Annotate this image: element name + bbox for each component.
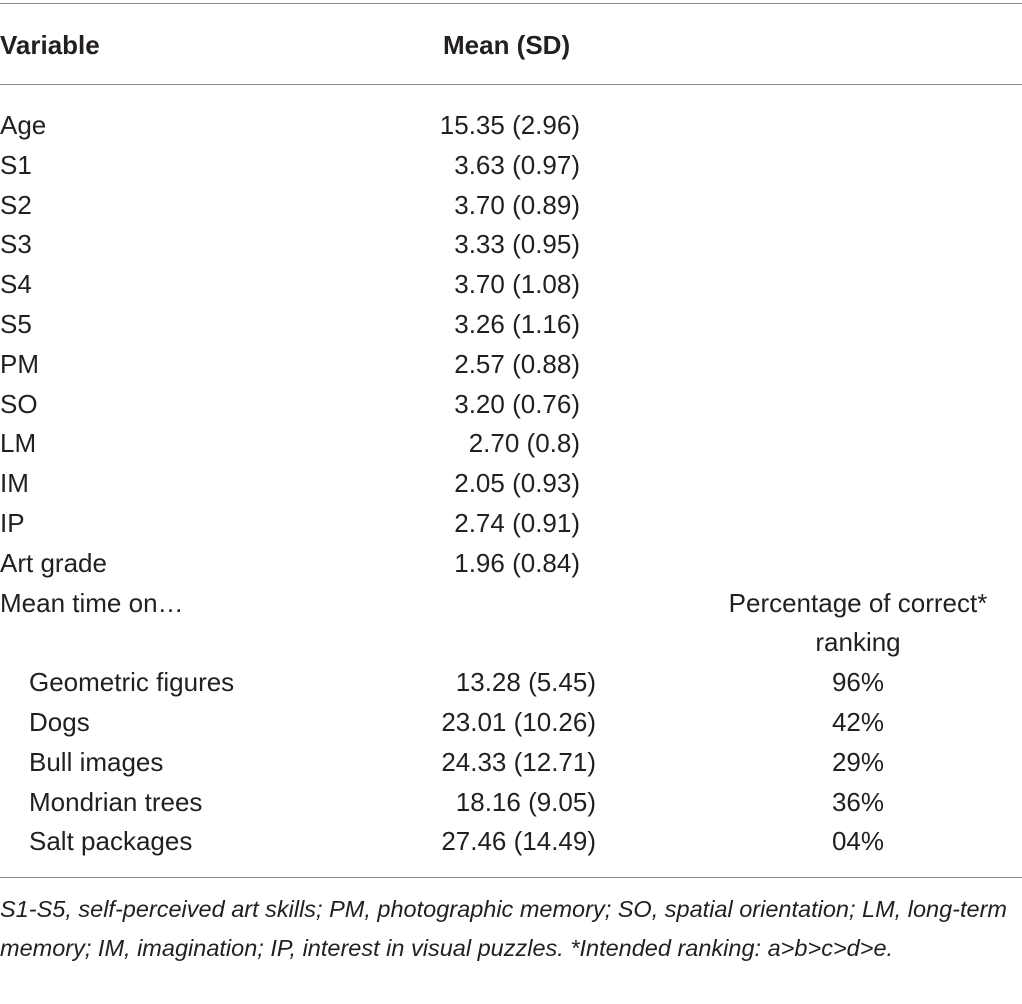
row-percentage: 29% — [831, 746, 885, 777]
section-label: Mean time on… — [0, 587, 184, 618]
row-label: Dogs — [29, 706, 90, 737]
table-row — [0, 743, 1022, 783]
row-mean: 3.63 (0.97) — [454, 149, 580, 180]
table-row — [0, 703, 1022, 743]
table-row — [0, 544, 1022, 584]
row-mean: 13.28 (5.45) — [455, 667, 596, 698]
table-row — [0, 663, 1022, 703]
table-row — [0, 345, 1022, 385]
table-header-rule — [0, 84, 1022, 85]
table-body — [0, 106, 1022, 862]
header-mean-sd: Mean (SD) — [443, 30, 571, 60]
row-mean: 24.33 (12.71) — [441, 746, 596, 777]
table-row — [0, 424, 1022, 464]
row-label: Mondrian trees — [29, 786, 203, 817]
row-label: Bull images — [29, 746, 164, 777]
row-label: Art grade — [0, 547, 107, 578]
row-percentage: 04% — [831, 826, 885, 857]
row-mean: 1.96 (0.84) — [454, 547, 580, 578]
header-variable: Variable — [0, 30, 100, 60]
row-label: Age — [0, 110, 47, 140]
row-mean: 3.33 (0.95) — [454, 229, 580, 260]
row-label: PM — [0, 348, 39, 379]
row-label: S3 — [0, 229, 32, 260]
row-mean: 2.70 (0.8) — [468, 428, 580, 459]
row-label: S4 — [0, 269, 32, 300]
table-footnote: S1-S5, self-perceived art skills; PM, photographic memory; SO, spatial orientation; LM, long-term memory; IM, imagination; IP, interest in visual puzzles. *Intended ranking: a>b>c>d>e. — [0, 896, 1007, 961]
row-label: S1 — [0, 149, 32, 180]
table-row — [0, 225, 1022, 265]
table-row — [0, 186, 1022, 226]
row-mean: 27.46 (14.49) — [441, 826, 596, 857]
row-percentage: 36% — [831, 786, 885, 817]
row-label: SO — [0, 388, 38, 419]
row-label: Salt packages — [29, 826, 193, 857]
table-row — [0, 464, 1022, 504]
row-mean: 18.16 (9.05) — [455, 786, 596, 817]
table-top-rule — [0, 3, 1022, 4]
percentage-header: Percentage of correct* ranking — [728, 587, 988, 658]
row-mean: 2.74 (0.91) — [454, 507, 580, 538]
row-percentage: 42% — [831, 706, 885, 737]
table-row — [0, 305, 1022, 345]
row-mean: 2.57 (0.88) — [454, 348, 580, 379]
row-label: Geometric figures — [29, 667, 235, 698]
row-mean: 15.35 (2.96) — [439, 110, 580, 140]
table-row — [0, 783, 1022, 823]
table-row — [0, 822, 1022, 862]
table-row — [0, 265, 1022, 305]
section-row — [0, 584, 1022, 658]
row-mean: 3.20 (0.76) — [454, 388, 580, 419]
row-mean: 2.05 (0.93) — [454, 468, 580, 499]
row-label: LM — [0, 428, 37, 459]
row-mean: 3.70 (1.08) — [454, 269, 580, 300]
table-row — [0, 385, 1022, 425]
table-row — [0, 504, 1022, 544]
row-mean: 3.70 (0.89) — [454, 189, 580, 220]
row-label: IM — [0, 468, 29, 499]
row-mean: 3.26 (1.16) — [454, 308, 580, 339]
table-bottom-rule — [0, 877, 1022, 878]
row-label: S2 — [0, 189, 32, 220]
row-label: IP — [0, 507, 25, 538]
row-percentage: 96% — [831, 667, 885, 698]
table-row — [0, 146, 1022, 186]
row-mean: 23.01 (10.26) — [441, 706, 596, 737]
row-label: S5 — [0, 308, 32, 339]
table-row — [0, 106, 1022, 146]
